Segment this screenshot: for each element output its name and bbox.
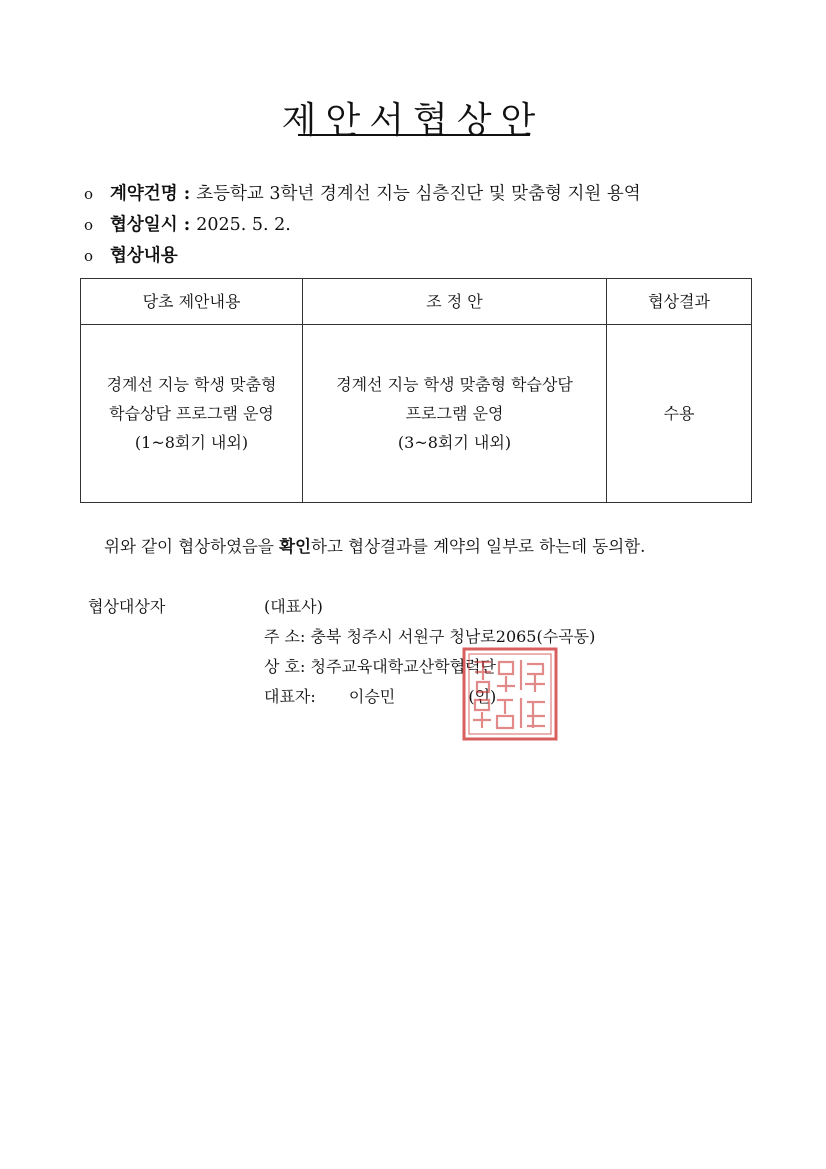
official-seal-icon	[461, 646, 559, 742]
header-adjusted-proposal: 조 정 안	[303, 279, 607, 325]
contract-value: 초등학교 3학년 경계선 지능 심층진단 및 맞춤형 지원 용역	[196, 184, 641, 204]
original-line-3: (1~8회기 내외)	[134, 433, 249, 452]
adjusted-proposal-cell	[303, 325, 607, 503]
date-value: 2025. 5. 2.	[196, 215, 291, 235]
negotiation-date-row	[84, 211, 291, 236]
agreement-text-1: 위와 같이 협상하였음을	[104, 537, 280, 556]
adjusted-line-1: 경계선 지능 학생 맞춤형 학습상담	[336, 375, 573, 394]
negotiation-content-row	[84, 242, 178, 267]
contract-name-row	[84, 180, 641, 205]
content-label: 협상내용	[110, 246, 178, 266]
company-value: 청주교육대학교산학협력단	[310, 657, 496, 676]
address-row	[264, 624, 595, 647]
agreement-text-2: 하고 협상결과를 계약의 일부로 하는데 동의함.	[311, 537, 646, 556]
ceo-label: 대표자:	[264, 687, 316, 706]
original-line-1: 경계선 지능 학생 맞춤형	[106, 375, 277, 394]
original-proposal-cell	[81, 325, 303, 503]
result-cell	[607, 325, 752, 503]
result-value: 수용	[663, 404, 695, 423]
negotiation-party-label: 협상대상자	[88, 597, 166, 616]
header-original-proposal: 당초 제안내용	[81, 279, 303, 325]
representative-title: (대표사)	[264, 597, 323, 616]
title-underline	[298, 134, 530, 136]
original-line-2: 학습상담 프로그램 운영	[109, 404, 274, 423]
adjusted-line-3: (3~8회기 내외)	[397, 433, 512, 452]
date-label: 협상일시 :	[110, 215, 191, 235]
bullet-icon: o	[84, 247, 94, 265]
bullet-icon: o	[84, 216, 94, 234]
header-negotiation-result: 협상결과	[607, 279, 752, 325]
address-value: 충북 청주시 서원구 청남로2065(수곡동)	[310, 627, 596, 646]
adjusted-line-2: 프로그램 운영	[405, 404, 504, 423]
agreement-statement	[104, 533, 645, 557]
ceo-name: 이승민	[348, 687, 396, 706]
bullet-icon: o	[84, 185, 94, 203]
table-row	[81, 325, 752, 503]
negotiation-table	[80, 278, 752, 503]
table-header-row	[81, 279, 752, 325]
contract-label: 계약건명 :	[110, 184, 191, 204]
agreement-bold: 확인	[279, 537, 312, 556]
seal-mark: (인)	[468, 687, 497, 706]
company-label: 상 호:	[264, 657, 306, 676]
address-label: 주 소:	[264, 627, 306, 646]
document-title: 제안서협상안	[281, 100, 545, 141]
